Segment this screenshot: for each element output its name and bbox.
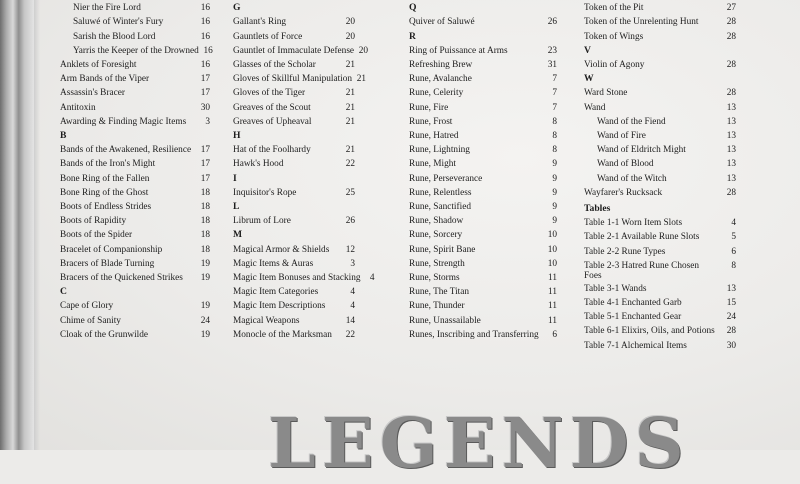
entry-page-number: 20 xyxy=(345,17,355,28)
entry-page-number: 21 xyxy=(345,60,355,71)
entry-page-number: 17 xyxy=(200,88,210,99)
entry-title: Hawk's Hood xyxy=(233,159,284,170)
index-entry xyxy=(584,30,736,44)
index-entry xyxy=(60,299,210,313)
entry-title: Monocle of the Marksman xyxy=(233,329,332,340)
entry-page-number: 13 xyxy=(726,102,736,113)
index-entry xyxy=(233,257,355,271)
entry-title: Gauntlets of Force xyxy=(233,31,303,42)
index-letter-heading: G xyxy=(233,2,241,14)
entry-title: Table 2-2 Rune Types xyxy=(584,246,666,257)
entry-page-number: 9 xyxy=(552,173,557,184)
index-entry xyxy=(233,86,355,100)
index-entry xyxy=(409,143,557,157)
index-entry xyxy=(409,44,557,58)
stone-pillar-decoration xyxy=(0,0,34,450)
entry-title: Rune, Shadow xyxy=(409,216,464,227)
index-column-4 xyxy=(584,0,736,353)
entry-page-number: 11 xyxy=(548,301,557,312)
entry-page-number: 25 xyxy=(345,187,355,198)
entry-page-number: 13 xyxy=(726,159,736,170)
entry-title: Bracers of Blade Turning xyxy=(60,258,155,269)
index-entry xyxy=(60,143,210,157)
entry-title: Rune, Unassailable xyxy=(409,315,481,326)
index-entry xyxy=(584,186,736,200)
entry-title: Wayfarer's Rucksack xyxy=(584,187,663,198)
entry-page-number: 28 xyxy=(726,88,736,99)
entry-page-number: 16 xyxy=(200,60,210,71)
entry-page-number: 19 xyxy=(200,329,210,340)
index-letter-heading: B xyxy=(60,130,67,142)
logo-text: LEGENDS xyxy=(268,404,690,484)
index-letter-heading: V xyxy=(584,44,591,56)
index-entry xyxy=(233,157,355,171)
index-entry xyxy=(409,157,557,171)
entry-title: Cape of Glory xyxy=(60,301,114,312)
entry-page-number: 22 xyxy=(345,159,355,170)
entry-title: Rune, The Titan xyxy=(409,287,470,298)
index-entry xyxy=(584,282,736,296)
entry-page-number xyxy=(341,0,355,1)
entry-title: Wand of the Fiend xyxy=(597,116,666,127)
entry-title: Table 5-1 Enchanted Gear xyxy=(584,312,682,323)
index-entry xyxy=(233,30,355,44)
entry-page-number: 19 xyxy=(200,258,210,269)
index-entry xyxy=(60,243,210,257)
entry-page-number: 28 xyxy=(726,326,736,337)
index-entry xyxy=(60,271,210,285)
entry-page-number: 13 xyxy=(726,173,736,184)
entry-page-number: 3 xyxy=(205,116,210,127)
entry-page-number: 4 xyxy=(350,301,355,312)
index-letter-heading: H xyxy=(233,130,241,142)
entry-title: Nier the Fire Lord xyxy=(73,3,141,14)
legends-logo xyxy=(268,400,690,484)
entry-page-number: 24 xyxy=(726,312,736,323)
entry-title: Chime of Sanity xyxy=(60,315,121,326)
index-entry xyxy=(409,101,557,115)
index-entry xyxy=(584,86,736,100)
entry-page-number: 18 xyxy=(200,216,210,227)
index-entry xyxy=(60,157,210,171)
entry-page-number: 30 xyxy=(200,102,210,113)
entry-title: Table 2-3 Hatred Rune Chosen Foes xyxy=(584,260,700,282)
index-entry xyxy=(409,186,557,200)
index-entry xyxy=(584,115,736,129)
entry-page-number: 9 xyxy=(552,202,557,213)
entry-title: Yarris the Keeper of the Drowned xyxy=(73,45,199,56)
entry-page-number: 9 xyxy=(552,216,557,227)
index-entry xyxy=(233,15,355,29)
entry-title: Token of the Unrelenting Hunt xyxy=(584,17,699,28)
index-entry xyxy=(60,86,210,100)
entry-page-number: 17 xyxy=(200,173,210,184)
entry-page-number: 17 xyxy=(200,74,210,85)
index-entry xyxy=(584,157,736,171)
index-entry xyxy=(233,314,355,328)
entry-page-number: 10 xyxy=(547,230,557,241)
entry-title: Rune, Thunder xyxy=(409,301,465,312)
index-entry xyxy=(584,58,736,72)
entry-title: Magic Item Bonuses and Stacking xyxy=(233,273,361,284)
index-entry xyxy=(584,245,736,259)
entry-title: Rune, Celerity xyxy=(409,88,464,99)
entry-page-number: 18 xyxy=(200,230,210,241)
entry-page-number: 8 xyxy=(552,145,557,156)
entry-title: Rune, Perseverance xyxy=(409,173,483,184)
entry-page-number: 21 xyxy=(345,116,355,127)
entry-page-number: 16 xyxy=(200,3,210,14)
entry-title: Table 7-1 Alchemical Items xyxy=(584,340,687,351)
entry-title: Rune, Avalanche xyxy=(409,74,472,85)
index-entry xyxy=(60,200,210,214)
entry-page-number: 31 xyxy=(547,60,557,71)
entry-page-number: 13 xyxy=(726,131,736,142)
entry-title: Quiver of Saluwé xyxy=(409,17,475,28)
index-entry xyxy=(60,214,210,228)
entry-title: Rune, Might xyxy=(409,159,457,170)
entry-page-number: 4 xyxy=(369,273,375,284)
entry-title: Cloak of the Grunwilde xyxy=(60,329,149,340)
entry-page-number: 16 xyxy=(200,17,210,28)
entry-title: Magical Armor & Shields xyxy=(233,244,330,255)
index-entry xyxy=(584,15,736,29)
entry-page-number: 28 xyxy=(726,187,736,198)
index-letter-heading: R xyxy=(409,30,416,42)
index-entry xyxy=(233,299,355,313)
entry-title: Token of Wings xyxy=(584,31,644,42)
entry-title: Wand of Fire xyxy=(597,131,646,142)
entry-page-number xyxy=(543,0,557,1)
index-entry xyxy=(409,299,557,313)
entry-page-number: 11 xyxy=(548,315,557,326)
index-entry xyxy=(409,257,557,271)
entry-title: Token of the Pit xyxy=(584,3,644,14)
entry-page-number: 28 xyxy=(726,31,736,42)
entry-page-number: 17 xyxy=(200,145,210,156)
entry-page-number: 27 xyxy=(726,3,736,14)
pillar-shadow xyxy=(34,0,40,450)
entry-title: Boots of Endless Strides xyxy=(60,202,152,213)
index-letter-heading: W xyxy=(584,73,594,85)
index-entry xyxy=(584,143,736,157)
index-letter-heading: C xyxy=(60,286,67,298)
entry-title: Refreshing Brew xyxy=(409,60,473,71)
entry-title: Magic Items & Auras xyxy=(233,258,314,269)
entry-page-number: 21 xyxy=(345,88,355,99)
entry-title: Greaves of Upheaval xyxy=(233,116,312,127)
index-entry xyxy=(584,1,736,15)
entry-page-number: 21 xyxy=(345,145,355,156)
index-entry xyxy=(584,230,736,244)
index-entry xyxy=(584,101,736,115)
index-entry xyxy=(409,115,557,129)
entry-title: Table 4-1 Enchanted Garb xyxy=(584,298,682,309)
entry-title: Boots of Rapidity xyxy=(60,216,127,227)
entry-page-number: 24 xyxy=(200,315,210,326)
index-column-3 xyxy=(409,0,557,342)
section-heading: Tables xyxy=(584,203,611,215)
index-entry xyxy=(584,129,736,143)
index-entry xyxy=(233,271,375,285)
index-entry xyxy=(233,186,355,200)
entry-page-number: 6 xyxy=(731,246,736,257)
entry-page-number: 3 xyxy=(350,258,355,269)
entry-page-number: 20 xyxy=(358,45,369,56)
entry-title: Bone Ring of the Fallen xyxy=(60,173,150,184)
index-entry xyxy=(409,271,557,285)
entry-title: Inquisitor's Rope xyxy=(233,187,297,198)
entry-page-number: 28 xyxy=(726,17,736,28)
entry-page-number: 7 xyxy=(552,88,557,99)
entry-title: Antitoxin xyxy=(60,102,96,113)
entry-title xyxy=(409,0,526,1)
index-entry xyxy=(584,259,736,282)
entry-page-number: 9 xyxy=(552,159,557,170)
index-entry xyxy=(233,285,355,299)
entry-title: Rune, Frost xyxy=(409,116,453,127)
entry-title: Rune, Sanctified xyxy=(409,202,471,213)
entry-title: Rune, Spirit Bane xyxy=(409,244,476,255)
entry-page-number: 15 xyxy=(726,298,736,309)
index-entry xyxy=(584,310,736,324)
entry-title: Bands of the Awakened, Resilience xyxy=(60,145,192,156)
entry-title: Bone Ring of the Ghost xyxy=(60,187,149,198)
entry-page-number: 7 xyxy=(552,102,557,113)
entry-title: Table 6-1 Elixirs, Oils, and Potions xyxy=(584,326,715,337)
index-entry xyxy=(60,15,210,29)
entry-page-number: 10 xyxy=(547,258,557,269)
entry-title: Rune, Sorcery xyxy=(409,230,463,241)
entry-page-number: 19 xyxy=(200,273,210,284)
entry-title: Gauntlet of Immaculate Defense xyxy=(233,45,355,56)
index-entry xyxy=(233,44,369,58)
entry-page-number: 16 xyxy=(203,45,213,56)
entry-title: Gallant's Ring xyxy=(233,17,287,28)
entry-page-number: 12 xyxy=(345,244,355,255)
entry-title: Bracers of the Quickened Strikes xyxy=(60,273,183,284)
entry-page-number: 19 xyxy=(200,301,210,312)
index-entry xyxy=(233,72,367,86)
index-entry xyxy=(233,143,355,157)
index-entry xyxy=(409,243,557,257)
index-entry xyxy=(60,72,210,86)
entry-title: Gloves of the Tiger xyxy=(233,88,306,99)
index-entry xyxy=(409,72,557,86)
index-entry xyxy=(409,214,557,228)
entry-page-number: 8 xyxy=(552,131,557,142)
entry-title: Greaves of the Scout xyxy=(233,102,311,113)
index-entry xyxy=(60,314,210,328)
index-column-1 xyxy=(60,0,213,342)
index-entry xyxy=(60,115,210,129)
entry-title: Runes, Inscribing and Transferring xyxy=(409,329,539,340)
entry-title: Violin of Agony xyxy=(584,60,645,71)
index-letter-heading: L xyxy=(233,201,240,213)
index-entry xyxy=(409,314,557,328)
entry-page-number: 26 xyxy=(345,216,355,227)
index-entry xyxy=(60,44,213,58)
entry-title: Hat of the Foolhardy xyxy=(233,145,311,156)
index-entry xyxy=(233,243,355,257)
index-entry xyxy=(584,296,736,310)
index-letter-heading: I xyxy=(233,172,237,184)
entry-page-number: 8 xyxy=(731,260,736,271)
index-entry xyxy=(233,101,355,115)
index-entry xyxy=(60,228,210,242)
entry-page-number: 13 xyxy=(726,116,736,127)
entry-title: Rune, Lightning xyxy=(409,145,470,156)
entry-page-number: 11 xyxy=(548,273,557,284)
entry-title: Sarish the Blood Lord xyxy=(73,31,156,42)
index-entry xyxy=(409,86,557,100)
index-letter-heading: Q xyxy=(409,2,417,14)
index-entry xyxy=(409,328,557,342)
entry-title: Table 1-1 Worn Item Slots xyxy=(584,218,683,229)
index-entry xyxy=(233,58,355,72)
entry-page-number: 21 xyxy=(345,102,355,113)
entry-title: Rune, Fire xyxy=(409,102,449,113)
entry-title: Bands of the Iron's Might xyxy=(60,159,156,170)
entry-page-number: 17 xyxy=(200,159,210,170)
entry-page-number: 28 xyxy=(726,60,736,71)
entry-page-number: 26 xyxy=(547,17,557,28)
index-entry xyxy=(409,228,557,242)
entry-title: Rune, Storms xyxy=(409,273,460,284)
entry-page-number: 5 xyxy=(731,232,736,243)
entry-page-number: 7 xyxy=(552,74,557,85)
entry-title: Awarding & Finding Magic Items xyxy=(60,116,187,127)
entry-page-number: 9 xyxy=(552,187,557,198)
entry-title: Magical Weapons xyxy=(233,315,300,326)
index-entry xyxy=(584,339,736,353)
entry-page-number: 4 xyxy=(350,287,355,298)
entry-page-number: 21 xyxy=(356,74,367,85)
index-entry xyxy=(409,129,557,143)
index-entry xyxy=(233,214,355,228)
index-entry xyxy=(409,58,557,72)
index-entry xyxy=(409,172,557,186)
entry-title: Wand of Blood xyxy=(597,159,654,170)
entry-title xyxy=(233,0,283,1)
index-column-2 xyxy=(233,0,375,342)
entry-title: Librum of Lore xyxy=(233,216,291,227)
index-entry xyxy=(584,172,736,186)
entry-title: Magic Item Categories xyxy=(233,287,319,298)
index-entry xyxy=(60,328,210,342)
entry-title: Assassin's Bracer xyxy=(60,88,125,99)
entry-page-number: 18 xyxy=(200,202,210,213)
entry-page-number: 14 xyxy=(345,315,355,326)
entry-page-number: 11 xyxy=(548,287,557,298)
index-entry xyxy=(60,1,210,15)
index-entry xyxy=(60,186,210,200)
entry-title: Rune, Hatred xyxy=(409,131,459,142)
index-entry xyxy=(60,58,210,72)
entry-title: Wand xyxy=(584,102,606,113)
entry-page-number: 30 xyxy=(726,340,736,351)
entry-title: Anklets of Foresight xyxy=(60,60,137,71)
entry-title: Gloves of Skillful Manipulation xyxy=(233,74,353,85)
entry-page-number: 4 xyxy=(731,218,736,229)
entry-page-number: 10 xyxy=(547,244,557,255)
index-entry xyxy=(584,216,736,230)
entry-page-number: 13 xyxy=(726,145,736,156)
entry-title: Table 3-1 Wands xyxy=(584,283,647,294)
entry-page-number: 18 xyxy=(200,187,210,198)
index-entry xyxy=(60,101,210,115)
entry-page-number: 8 xyxy=(552,116,557,127)
entry-title: Saluwé of Winter's Fury xyxy=(73,17,164,28)
entry-page-number: 6 xyxy=(552,329,557,340)
entry-title: Boots of the Spider xyxy=(60,230,133,241)
index-entry xyxy=(409,200,557,214)
entry-title: Glasses of the Scholar xyxy=(233,60,316,71)
entry-title: Magic Item Descriptions xyxy=(233,301,326,312)
index-entry xyxy=(409,15,557,29)
index-entry xyxy=(233,328,355,342)
entry-title: Rune, Relentless xyxy=(409,187,472,198)
entry-title: Rune, Strength xyxy=(409,258,465,269)
entry-page-number: 18 xyxy=(200,244,210,255)
entry-title: Table 2-1 Available Rune Slots xyxy=(584,232,700,243)
index-entry xyxy=(60,172,210,186)
entry-page-number: 22 xyxy=(345,329,355,340)
index-entry xyxy=(233,115,355,129)
entry-page-number: 16 xyxy=(200,31,210,42)
entry-title: Wand of the Witch xyxy=(597,173,667,184)
entry-title: Ring of Puissance at Arms xyxy=(409,45,508,56)
entry-title: Ward Stone xyxy=(584,88,628,99)
entry-page-number: 23 xyxy=(547,45,557,56)
entry-title: Bracelet of Companionship xyxy=(60,244,163,255)
index-entry xyxy=(584,324,736,338)
entry-title: Wand of Eldritch Might xyxy=(597,145,686,156)
entry-page-number: 13 xyxy=(726,283,736,294)
index-letter-heading: M xyxy=(233,229,243,241)
entry-page-number: 20 xyxy=(345,31,355,42)
index-entry xyxy=(409,285,557,299)
index-entry xyxy=(60,257,210,271)
entry-title: Arm Bands of the Viper xyxy=(60,74,150,85)
index-entry xyxy=(60,30,210,44)
